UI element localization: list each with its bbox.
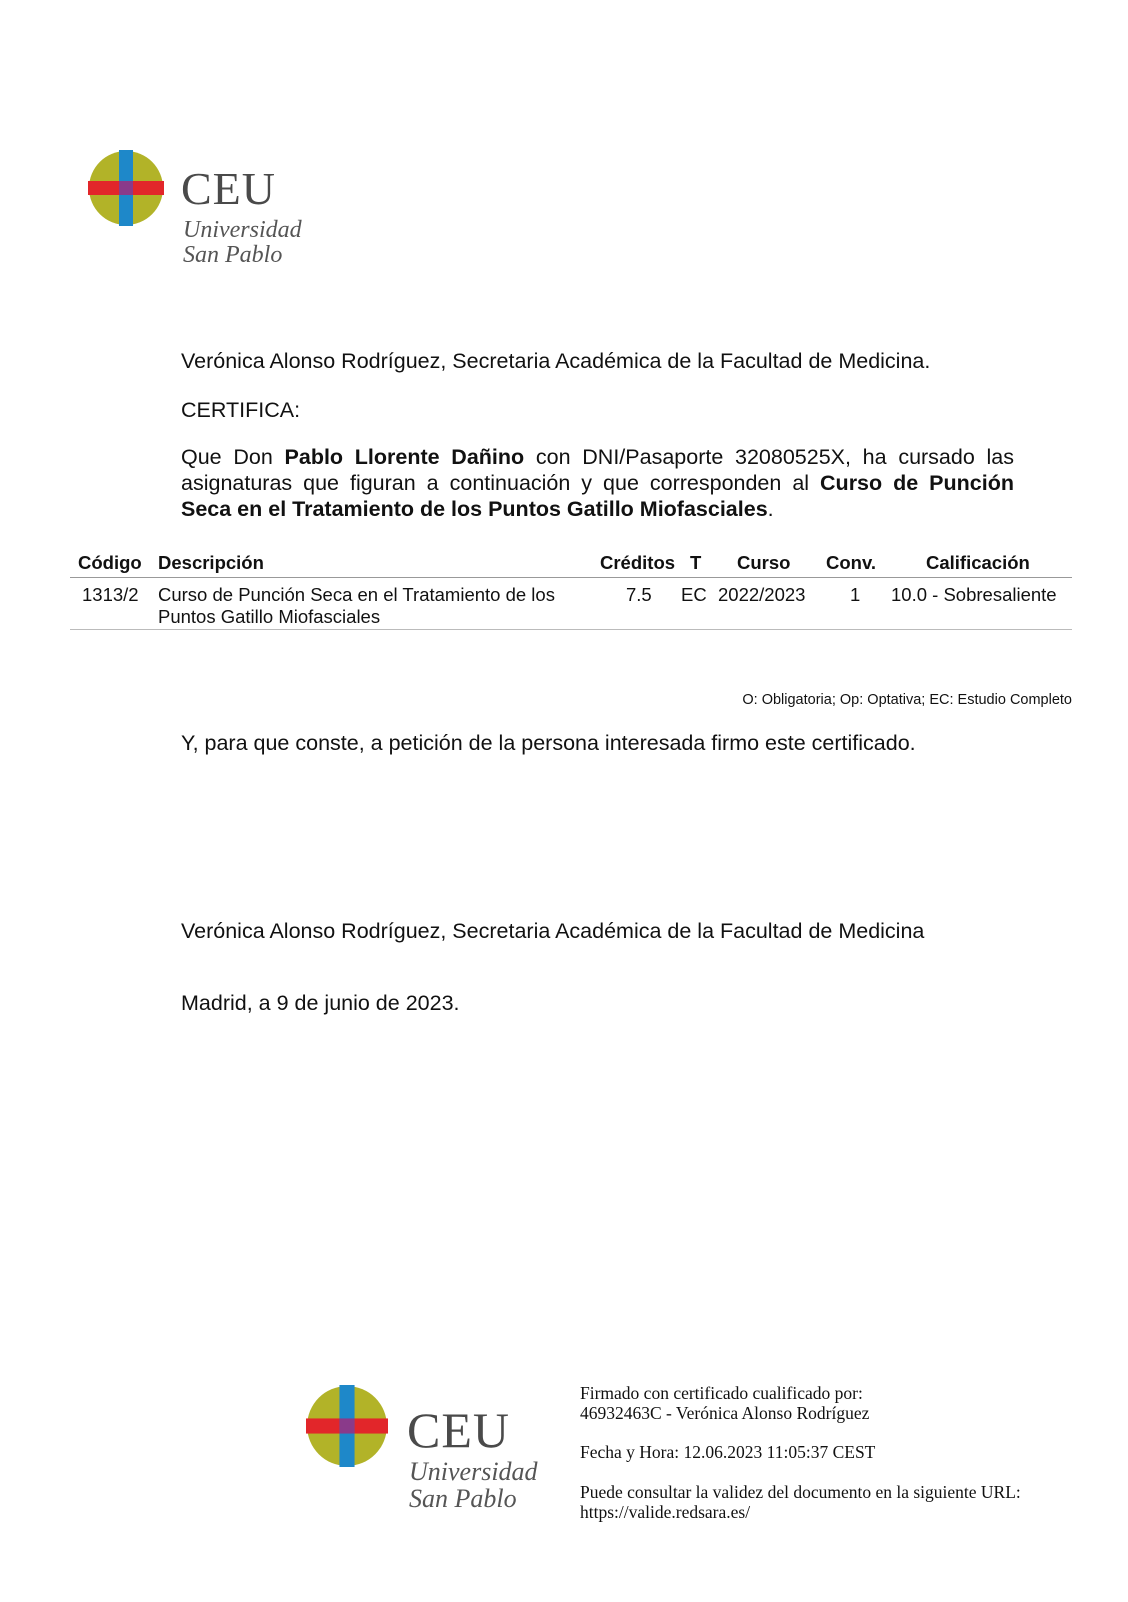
cell-curso: 2022/2023	[718, 584, 806, 605]
header-calificacion: Calificación	[926, 552, 1030, 573]
statement-part3: .	[767, 497, 774, 521]
header-logo	[88, 150, 328, 270]
signature-line1: Firmado con certificado cualificado por:	[580, 1383, 863, 1403]
cell-calificacion: 10.0 - Sobresaliente	[891, 584, 1057, 605]
header-conv: Conv.	[826, 552, 877, 573]
subjects-table	[70, 549, 1072, 630]
signature-validation-note: Puede consultar la validez del documento en la siguiente URL:	[580, 1482, 1021, 1502]
logo-brand-text: CEU	[407, 1402, 510, 1458]
logo-line2: San Pablo	[183, 242, 283, 268]
logo-line1: Universidad	[183, 217, 302, 243]
header-descripcion: Descripción	[158, 552, 264, 573]
student-name: Pablo Llorente Dañino	[284, 445, 525, 469]
header-curso: Curso	[737, 552, 791, 573]
course-name: Curso de Punción Seca en el Tratamiento de los Puntos Gatillo Miofasciales	[181, 471, 1014, 521]
type-legend: O: Obligatoria; Op: Optativa; EC: Estudio Completo	[742, 692, 1072, 708]
closing-paragraph: Y, para que conste, a petición de la persona interesada firmo este certificado.	[181, 731, 916, 755]
intro-paragraph: Verónica Alonso Rodríguez, Secretaria Académica de la Facultad de Medicina.	[181, 349, 931, 373]
header-t: T	[690, 552, 702, 573]
signature-datetime: Fecha y Hora: 12.06.2023 11:05:37 CEST	[580, 1442, 876, 1462]
logo-line1: Universidad	[409, 1457, 538, 1486]
cell-descripcion: Curso de Punción Seca en el Tratamiento de los Puntos Gatillo Miofasciales	[158, 584, 555, 627]
cell-creditos: 7.5	[626, 584, 652, 605]
cell-t: EC	[681, 584, 707, 605]
place-date: Madrid, a 9 de junio de 2023.	[181, 991, 460, 1015]
table-header-row	[70, 549, 1072, 578]
ceu-cross-emblem-icon	[306, 1385, 388, 1467]
certifica-heading: CERTIFICA:	[181, 398, 301, 422]
ceu-cross-emblem-icon	[88, 150, 164, 226]
cell-codigo: 1313/2	[82, 584, 139, 605]
signature-line2: 46932463C - Verónica Alonso Rodríguez	[580, 1403, 870, 1423]
signer-line: Verónica Alonso Rodríguez, Secretaria Académica de la Facultad de Medicina	[181, 919, 925, 943]
statement-part2: con DNI/Pasaporte 32080525X, ha cursado las asignaturas que figuran a continuación y que corresponden al	[181, 445, 1015, 495]
statement-part1: Que Don	[181, 445, 285, 469]
table-row	[70, 578, 1072, 630]
statement-paragraph	[181, 444, 1014, 522]
logo-line2: San Pablo	[409, 1484, 517, 1513]
logo-brand-text: CEU	[181, 163, 276, 214]
cell-conv: 1	[850, 584, 861, 605]
header-creditos: Créditos	[600, 552, 676, 573]
header-codigo: Código	[78, 552, 142, 573]
footer-logo	[306, 1385, 566, 1515]
signature-validation-url[interactable]: https://valide.redsara.es/	[580, 1502, 751, 1522]
